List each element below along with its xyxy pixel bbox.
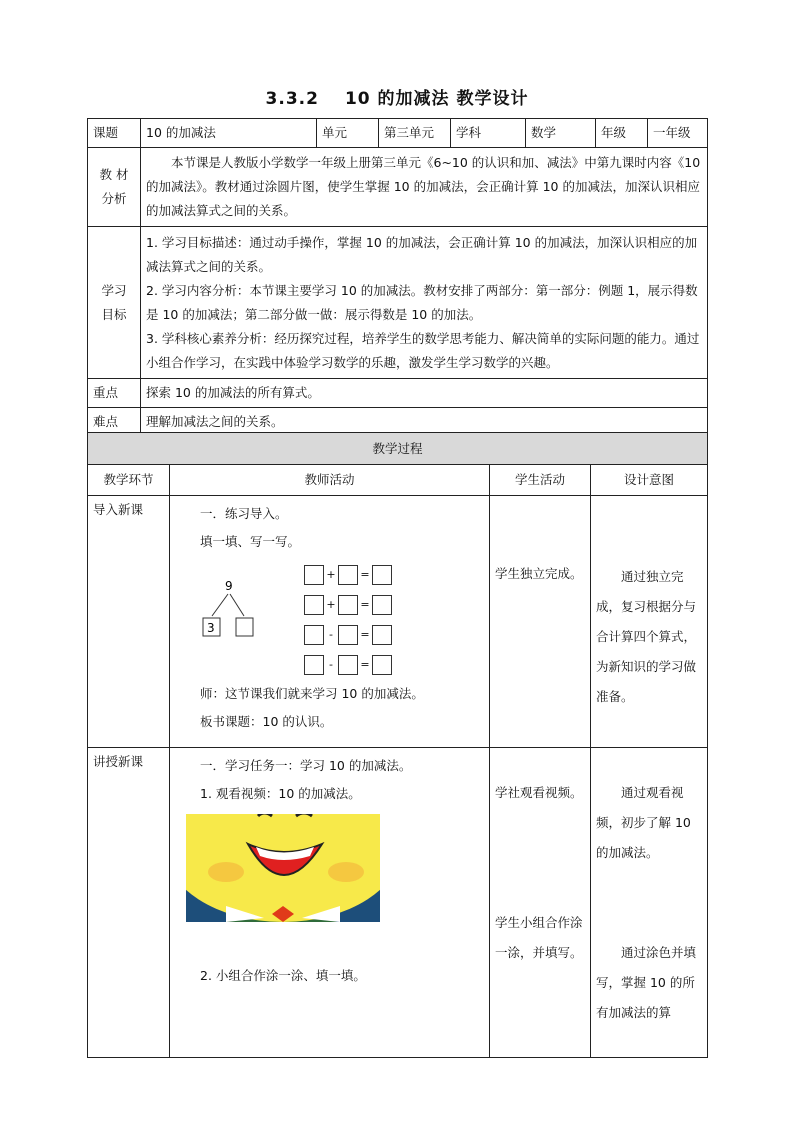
stage1-line3: 师：这节课我们就来学习 10 的加减法。: [200, 686, 424, 701]
answer-box[interactable]: [338, 565, 358, 585]
col-student: 学生活动: [490, 465, 591, 496]
stage1-teacher: [170, 496, 490, 748]
bond-left-number: 3: [207, 621, 215, 635]
number-bond-exercise: [200, 556, 484, 680]
answer-box[interactable]: [304, 595, 324, 615]
equation-row: - =: [304, 620, 392, 650]
answer-box[interactable]: [304, 655, 324, 675]
bond-right-branch: [230, 594, 244, 616]
stage2-line2: 1. 观看视频：10 的加减法。: [200, 786, 361, 801]
stage2-teacher: [170, 748, 490, 1058]
answer-box[interactable]: [338, 595, 358, 615]
answer-box[interactable]: [338, 655, 358, 675]
cartoon-face-image: [186, 814, 380, 922]
col-intent: 设计意图: [591, 465, 708, 496]
stage1-line1: 一．练习导入。: [200, 506, 288, 521]
subject-value: 数学: [526, 119, 596, 148]
stage1-student: 学生独立完成。: [490, 496, 591, 748]
answer-box[interactable]: [372, 655, 392, 675]
answer-box[interactable]: [372, 625, 392, 645]
stage1-line4: 板书课题：10 的认识。: [200, 714, 333, 729]
difficulty-label: 难点: [88, 408, 141, 437]
key-text: 探索 10 的加减法的所有算式。: [141, 379, 708, 408]
stage2-intent: [591, 748, 708, 1058]
stage1-name: 导入新课: [88, 496, 170, 748]
topic-label: 课题: [88, 119, 141, 148]
stage2-student: [490, 748, 591, 1058]
answer-box[interactable]: [338, 625, 358, 645]
equation-list: [304, 560, 392, 680]
subject-label: 学科: [451, 119, 526, 148]
stage1-intent: 通过独立完成，复习根据分与合计算四个算式，为新知识的学习做准备。: [591, 496, 708, 748]
goals-label: 学习 目标: [88, 227, 141, 379]
key-label: 重点: [88, 379, 141, 408]
analysis-label: 教 材 分析: [88, 148, 141, 227]
info-table: [87, 118, 708, 437]
process-table: [87, 432, 708, 1058]
stage1-line2: 填一填、写一写。: [200, 534, 301, 549]
stage2-intent1: 通过观看视频，初步了解 10 的加减法。: [596, 785, 691, 860]
bond-left-branch: [212, 594, 228, 616]
stage2-student1: 学社观看视频。: [495, 785, 583, 800]
goals-text: [141, 227, 708, 379]
process-header: 教学过程: [88, 433, 708, 465]
equation-row: + =: [304, 560, 392, 590]
document-title: [0, 84, 794, 109]
equation-row: + =: [304, 590, 392, 620]
answer-box[interactable]: [372, 595, 392, 615]
goal-item-1: 1. 学习目标描述：通过动手操作，掌握 10 的加减法，会正确计算 10 的加减法，加深认识相应的加减法算式之间的关系。: [146, 234, 698, 274]
answer-box[interactable]: [304, 625, 324, 645]
answer-box[interactable]: [372, 565, 392, 585]
unit-label: 单元: [317, 119, 379, 148]
goal-item-2: 2. 学习内容分析：本节课主要学习 10 的加减法。教材安排了两部分：第一部分：例题 1，展示得数是 10 的加减法；第二部分做一做：展示得数是 10 的加法。: [146, 282, 698, 322]
bond-right-box[interactable]: [236, 618, 253, 636]
number-bond-diagram: [200, 576, 270, 646]
bond-top-number: 9: [225, 579, 233, 593]
grade-label: 年级: [596, 119, 648, 148]
unit-value: 第三单元: [379, 119, 451, 148]
grade-value: 一年级: [648, 119, 708, 148]
stage2-student2: 学生小组合作涂一涂，并填写。: [495, 915, 583, 960]
video-thumbnail[interactable]: [186, 814, 484, 922]
analysis-text: 本节课是人教版小学数学一年级上册第三单元《6~10 的认识和加、减法》中第九课时内容《10 的加减法》。教材通过涂圆片图，使学生掌握 10 的加减法，会正确计算 10 的加减法，加深认识相应的加减法算式之间的关系。: [141, 148, 708, 227]
goal-item-3: 3. 学科核心素养分析：经历探究过程，培养学生的数学思考能力、解决简单的实际问题的能力。通过小组合作学习，在实践中体验学习数学的乐趣，激发学生学习数学的兴趣。: [146, 330, 700, 370]
title-number: 3.3.2: [265, 89, 319, 109]
stage2-line1: 一．学习任务一：学习 10 的加减法。: [200, 758, 412, 773]
equation-row: - =: [304, 650, 392, 680]
col-teacher: 教师活动: [170, 465, 490, 496]
title-text: 10 的加减法 教学设计: [344, 89, 529, 109]
stage2-line3: 2. 小组合作涂一涂、填一填。: [200, 968, 366, 983]
stage2-name: 讲授新课: [88, 748, 170, 1058]
col-stage: 教学环节: [88, 465, 170, 496]
answer-box[interactable]: [304, 565, 324, 585]
stage2-intent2: 通过涂色并填写，掌握 10 的所有加减法的算: [596, 945, 697, 1020]
topic-value: 10 的加减法: [141, 119, 317, 148]
difficulty-text: 理解加减法之间的关系。: [141, 408, 708, 437]
